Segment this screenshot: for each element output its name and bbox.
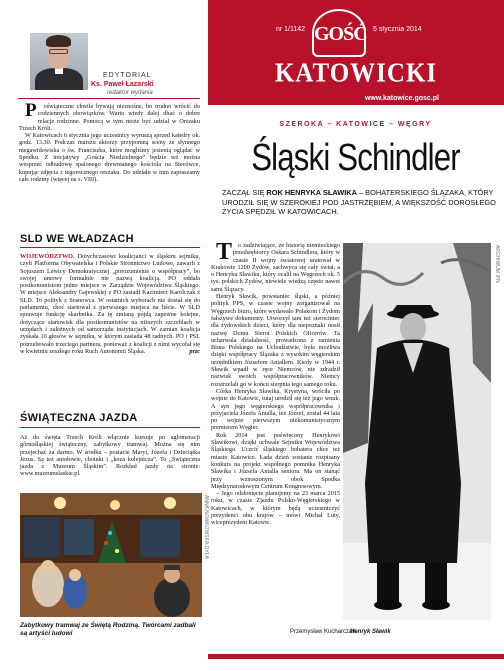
website-link[interactable]: www.katowice.gosc.pl xyxy=(364,95,439,102)
tram-photo-caption: Zabytkowy tramwaj ze Świętą Rodziną. Twórcami zadbali są artyści ludowi xyxy=(20,622,196,637)
jazda-article: Aż do święta Trzech Króli włącznie kursuje po aglomeracji górnośląskiej świąteczny, zabytkowy tramwaj. Można się nim przejechać za darmo. W środku – postacie Maryi, Józefa i Dzieciątka Jezus. Są też aniołowie, choinki i „koza kolejnicza”. To „Świąteczna jazda z Muzeum Śląskim”. Rozkład jazdy na stronie: www.muzeumslaskie.pl. xyxy=(20,434,200,478)
gosc-logo[interactable]: GOŚĆ xyxy=(312,9,366,57)
masthead xyxy=(208,0,504,105)
article-kicker: SZEROKA – KATOWICE – WĘGRY xyxy=(279,121,432,128)
bottom-accent-bar xyxy=(208,654,504,659)
editorial-label: EDYTORIAL xyxy=(103,72,152,79)
jazda-heading: ŚWIĄTECZNA JAZDA xyxy=(20,412,138,424)
sld-heading: SLD WE WŁADZACH xyxy=(20,233,134,245)
henryk-slawik-photo xyxy=(343,243,491,620)
article-author: Przemysław Kucharczak xyxy=(290,629,356,635)
tram-photo-credit: ANNA NOWKOWSKA-DYLA xyxy=(203,495,209,559)
publication-title: KATOWICKI xyxy=(274,58,438,89)
tram-interior-photo xyxy=(20,493,202,617)
main-dropcap: T xyxy=(216,239,233,265)
issue-number: nr 1/1142 xyxy=(276,26,306,33)
article-headline: Śląski Schindler xyxy=(251,137,460,179)
sld-article: WOJEWÓDZTWO. Dotychczasowi koalicjanci w śląskim sejmiku, czyli Platforma Obywatelska i Polskie Stronnictwo Ludowe, zawarli z Sojuszem Lewicy Demokratycznej „porozumienie o współpracy”, bo swojej umowy formalnie nie nazwą koalicją. PO oddała postkomunistom jedno miejsce w Zarządzie Województwa Śląskiego. W miejsce Aleksandry Gajewskiej z PO zasiadł Kazimierz Karolczak z SLD. To polityk z Sosnowca. W ostatnich wyborach nie dostał się do parlamentu, choć startował z pierwszego miejsca na liście. W SLD sprawuje funkcję skarbnika. Za tę zmianą pójdą zapewne kolejne, dotyczące stanowisk dla postkomunistów na niższych szczeblach w urzędach i zależnych od samorządu instytucjach. W zamian koalicja zyskała 10 głosów w sejmiku, w którym zasiada 48 radnych. PO i PSL potrzebowało trzeciego partnera, ponieważ z koalicji z nimi wycofał się w kwietniu zeszłego roku Ruch Autonomii Śląska. przc xyxy=(20,253,200,355)
editor-name: Ks. Paweł Łazarski xyxy=(91,81,154,88)
jazda-rule xyxy=(20,427,200,428)
editorial-dropcap: P xyxy=(25,100,37,121)
editorial-divider xyxy=(18,98,200,99)
issue-date: 5 stycznia 2014 xyxy=(373,26,422,33)
editor-photo xyxy=(30,33,88,90)
editorial-text: P oświąteczne chwile bywają nieznośne, bo trudno wrócić do codziennych obowiązków. Warto wtedy dalej dbać o dobre relacje rodzinne. Pomocą w tym może być udział w Orszaku Trzech Króli. W Katowicach 6 stycznia jego uczestnicy wyruszą sprzed katedry ok. godz. 13.30. Podczas marszu aktorzy przypomną sceny ze słynnego megawidowiska o św. Franciszku, które mogliśmy jesienią oglądać w Spodku. Z inicjatywy „Gościa Niedzielnego” będzie też można wesprzeć odbudowę spalonego drewnianego kościoła na Stecówce, kupując zdjęcia z tegorocznego orszaku. Do udziału w nim zapraszamy całe rodziny (więcej na s. VIII). xyxy=(19,100,200,183)
main-article-body: To zadziwiające, że historią niemieckiego przedsiębiorcy Oskara Schindlera, który w czasie II wojny światowej uratował w Krakowie 1200 Żydów, zachwyca się cały świat, a o Henryku Sławiku, który ocalił na Węgrzech ok. 5 tys. polskich Żydów, niewiele wiedzą często nawet sami Ślązacy. Henryk Sławik, powstaniec śląski, a później polityk PPS, w czasie wojny zorganizował na Węgrzech biuro, które wydawało Polakom i Żydom fałszywe dokumenty. Utworzył tam też sierociniec dla żydowskich dzieci, który dla niepoznaki nosił nazwę Domu Sierot Polskich Oficerów. Ta ucharwala działalność, prowadzona z ramienia Biura Polskiego na Uchodźstwie, była możliwa dzięki współpracy Ślązaka z wysokim węgierskim urzędnikiem Józsefem Antallem. Kiedy w 1944 r. Sławik wpadł w ręce Niemców, nie zdradził nazwisk swoich współpracowników. Niemcy rozstrzelali go w końcu sierpnia tego samego roku. Córka Henryka Sławika, Krystyna, wróciła po wojnie do Katowic, tutaj urodził się też jego wnuk. A syn jego węgierskiego współpracownika i przyjaciela Józefa Antalla, też József, został 44 lata po wojnie pierwszym niekomunistycznym premierem Węgier. Rok 2014 jest poświęcony Henrykowi Sławikowi, dzięki uchwale Sejmiku Województwa Śląskiego. Uczcić śląskiego bohatera chce też miasto Katowice. Łada dzień zostanie rozpisany konkurs na projekt wspólnego pomnika Henryka Sławika i Józsefa Antalla seniora. Ma on stanąć przy wznoszonym obok Spodka Międzynarodowym Centrum Kongresowym. – Jego odsłonięcie planujemy na 23 marca 2015 roku, w czasie Zjazdu Polsko-Węgierskiego w Katowicach, w którym będą uczestniczyć prezydenci obu krajów – mówi Michał Luty, wiceprezydent Katowic. xyxy=(211,239,340,527)
main-photo-credit: ARCHIWUM IPN xyxy=(494,245,500,283)
sld-signature: przc xyxy=(189,347,200,355)
sld-rule xyxy=(20,247,200,248)
article-lead: ZACZĄŁ SIĘ ROK HENRYKA SŁAWIKA – BOHATERSKIEGO ŚLĄZAKA, KTÓRY URODZIŁ SIĘ W SZEROKIEJ POD JASTRZĘBIEM, A WIĘKSZOŚĆ DOROSŁEGO ŻYCIA SPĘDZIŁ W KATOWICACH. xyxy=(222,188,496,216)
main-photo-caption: Henryk Sławik xyxy=(350,629,391,635)
editor-role: redaktor wydania xyxy=(107,90,153,96)
